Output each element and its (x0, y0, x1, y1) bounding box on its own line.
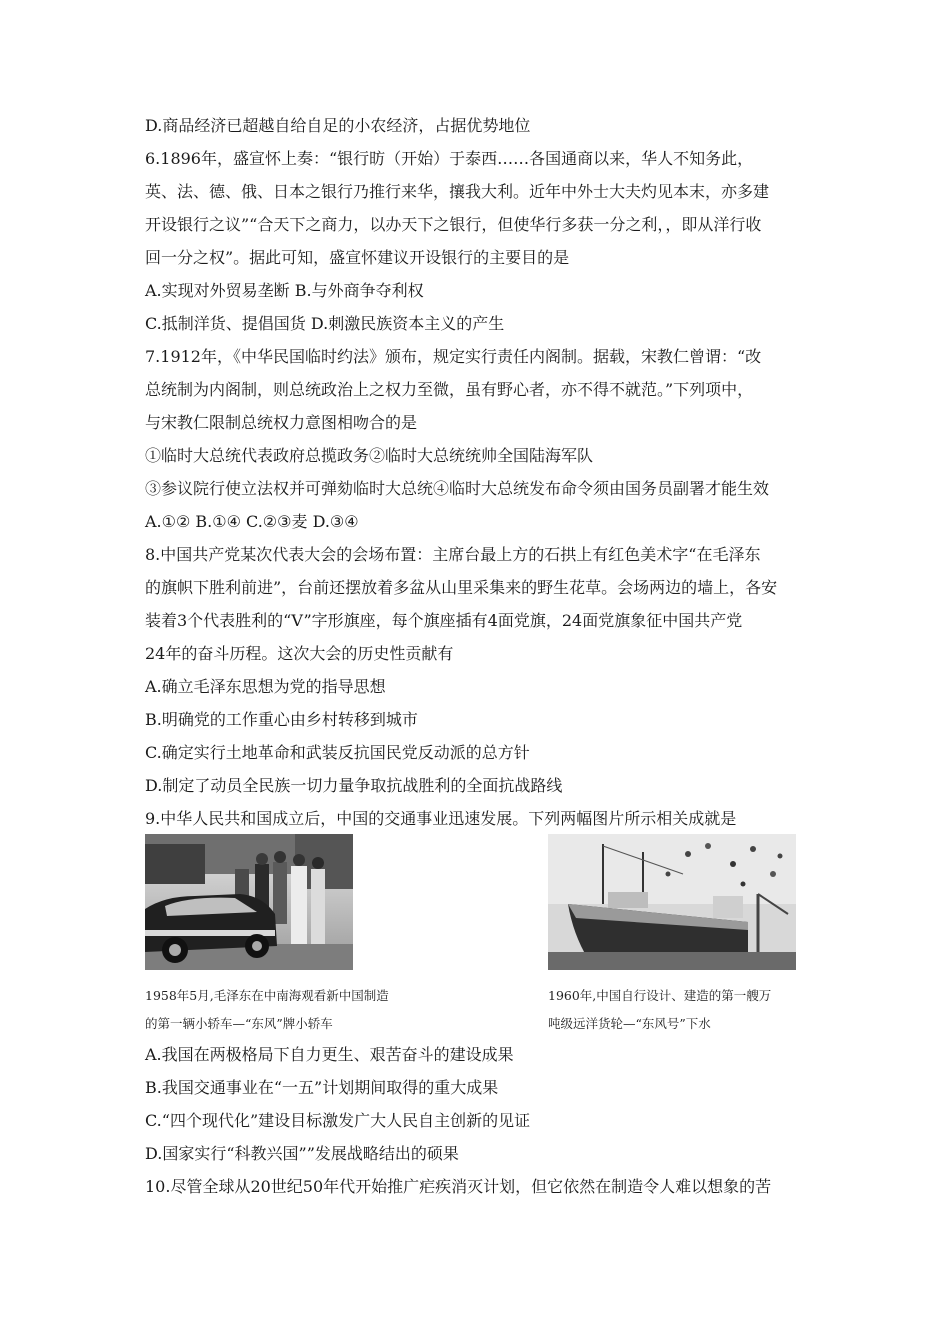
ship-caption-line-2: 吨级远洋货轮—“东风号”下水 (548, 1016, 711, 1031)
ship-caption-line-1: 1960年,中国自行设计、建造的第一艘万 (548, 988, 772, 1003)
q6-stem-line-2: 英、法、德、俄、日本之银行乃推行来华，攘我大利。近年中外士大夫灼见本末，亦多建 (145, 182, 770, 201)
q9-option-b: B.我国交通事业在“一五”计划期间取得的重大成果 (145, 1078, 499, 1097)
q7-items-34: ③参议院行使立法权并可弹劾临时大总统④临时大总统发布命令须由国务员副署才能生效 (145, 479, 770, 498)
ship-photo (548, 834, 796, 970)
q8-stem-line-3: 装着3个代表胜利的“V”字形旗座，每个旗座插有4面党旗，24面党旗象征中国共产党 (145, 611, 743, 630)
car-caption-line-1: 1958年5月,毛泽东在中南海观看新中国制造 (145, 988, 389, 1003)
q9-option-d: D.国家实行“科教兴国””发展战略结出的硕果 (145, 1144, 459, 1163)
q9-option-c: C.“四个现代化”建设目标激发广大人民自主创新的见证 (145, 1111, 531, 1130)
q7-stem-line-2: 总统制为内阁制，则总统政治上之权力至微，虽有野心者，亦不得不就范。”下列项中， (145, 380, 754, 399)
q7-stem-line-1: 7.1912年，《中华民国临时约法》颁布，规定实行责任内阁制。据载，宋教仁曾谓：“改 (145, 347, 762, 366)
q6-stem-line-4: 回一分之权”。据此可知，盛宣怀建议开设银行的主要目的是 (145, 248, 570, 267)
q8-stem-line-4: 24年的奋斗历程。这次大会的历史性贡献有 (145, 644, 454, 663)
q7-options: A.①② B.①④ C.②③麦 D.③④ (145, 512, 359, 531)
q8-option-a: A.确立毛泽东思想为党的指导思想 (145, 677, 386, 696)
q6-options-ab: A.实现对外贸易垄断 B.与外商争夺利权 (145, 281, 424, 300)
q8-stem-line-1: 8.中国共产党某次代表大会的会场布置：主席台最上方的石拱上有红色美术字“在毛泽东 (145, 545, 761, 564)
q6-options-cd: C.抵制洋货、提倡国货 D.刺激民族资本主义的产生 (145, 314, 505, 333)
car-caption-line-2: 的第一辆小轿车—“东风”牌小轿车 (145, 1016, 333, 1031)
car-photo (145, 834, 353, 970)
q8-stem-line-2: 的旗帜下胜利前进”，台前还摆放着多盆从山里采集来的野生花草。会场两边的墙上，各安 (145, 578, 778, 597)
q8-option-b: B.明确党的工作重心由乡村转移到城市 (145, 710, 418, 729)
q8-option-d: D.制定了动员全民族一切力量争取抗战胜利的全面抗战路线 (145, 776, 563, 795)
q6-stem-line-3: 开设银行之议”“合天下之商力，以办天下之银行，但使华行多获一分之利，，即从洋行收 (145, 215, 762, 234)
q8-option-c: C.确定实行土地革命和武装反抗国民党反动派的总方针 (145, 743, 530, 762)
q7-items-12: ①临时大总统代表政府总揽政务②临时大总统统帅全国陆海军队 (145, 446, 594, 465)
q9-option-a: A.我国在两极格局下自力更生、艰苦奋斗的建设成果 (145, 1045, 514, 1064)
q6-stem-line-1: 6.1896年，盛宣怀上奏：“银行昉（开始）于泰西……各国通商以来，华人不知务此， (145, 149, 754, 168)
q10-stem-line-1: 10.尽管全球从20世纪50年代开始推广疟疾消灭计划，但它依然在制造令人难以想象的苦 (145, 1177, 772, 1196)
q5-option-d: D.商品经济已超越自给自足的小农经济，占据优势地位 (145, 116, 531, 135)
q9-stem: 9.中华人民共和国成立后，中国的交通事业迅速发展。下列两幅图片所示相关成就是 (145, 809, 737, 828)
q7-stem-line-3: 与宋教仁限制总统权力意图相吻合的是 (145, 413, 418, 432)
